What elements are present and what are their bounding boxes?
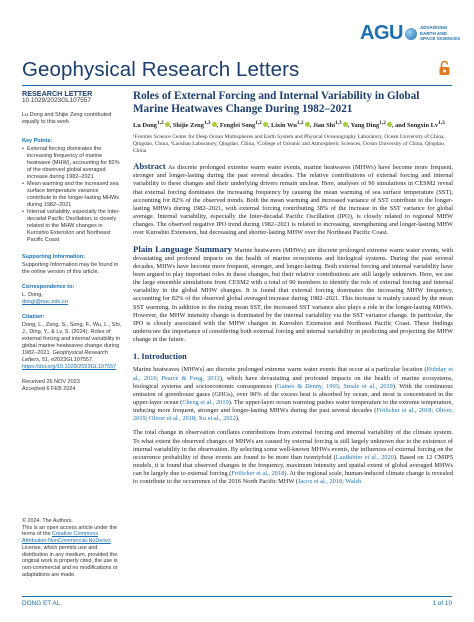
agu-tagline-line: SPACE SCIENCES [419, 36, 461, 42]
author-list [133, 119, 453, 131]
footer-authors: DONG ET AL. [22, 600, 63, 607]
correspondence-name: L. Dong, [22, 292, 43, 298]
article-type: RESEARCH LETTER [22, 89, 93, 98]
author-affil: 1,3 [438, 120, 445, 127]
pls-heading: Plain Language Summary [133, 243, 233, 254]
pls-text: Marine heatwaves (MHWs) are discrete prolonged extreme warm water events, with devastating and profound impacts on the health of marine ecosystems and biological systems. During the past several decades, MHWs have become more frequent, stronger, and longer-lasting. Both external forcing and internal variability have been argued to play important roles in these changes, but their relative contributions are still largely unknown. Here, we use the large ensemble simulations from CESM2 with a total of 90 members to identify the role of external forcing and internal variability in the global MHW changes. It is found that external forcing dominates the increasing MHW frequency, accounting for 82% of the observed global averaged increase during 1982–2021. This increase is mainly caused by the mean SST warming. In addition to the rising mean SST, the increased SST variance also plays a role in the longer-lasting MHWs. However, the MHW intensity change is dominated by the internal variability via the SST variance change. In particular, the IPO is closely associated with the MHW changes in Kuroshio Extension and Northeast Pacific Coast. These findings underscore the importance of considering both external forcing and internal variability in predicting and projecting the MHW change in the future. [133, 246, 453, 344]
text: Marine heatwaves (MHWs) are discrete prolonged extreme warm water events that occur at a particular location ( [133, 366, 427, 374]
author-affil: 1,2 [379, 120, 386, 127]
author [407, 122, 445, 129]
citation-text: Dong, L., Zeng, S., Song, F., Wu, L., Shi, J., Ding, Y., & Lv, S. (2024). Roles of external forcing and internal variability in global marine heatwaves change during 1982–2021. [22, 322, 122, 356]
citation-link[interactable]: Laufkötter et al., 2020 [335, 453, 394, 461]
citation-journal: Geophysical Research Letters, 51, [22, 350, 108, 363]
orcid-icon[interactable] [343, 122, 348, 127]
abstract-text: As discrete prolonged extreme warm water events, marine heatwaves (MHWs) have become more frequent, stronger and longer-lasting during the past several decades. The relative contributions of external forcing and internal variability to these changes and their underlying drivers remain unclear. Here, analyses of 90 simulations in CESM2 reveal that external forcing dominates the increasing frequency by causing the mean warming of sea surface temperature (SST), accounting for 82% of the observed trends. Both the mean warming and increased variance of SST contribute to the longer-lasting MHWs during 1982–2021, with external forcing contributing 38% of the increase in the SST variance for global average. Internal variability, especially the Inter-decadal Pacific Oscillation (IPO), is closely related to regional MHW changes. The observed negative IPO trend during 1982–2021 is related to increasing, strengthening and longer-lasting MHW over Kuroshio Extension, but decreasing and shorter-lasting MHW over the Northeast Pacific Coast. [133, 164, 453, 237]
abstract [133, 162, 453, 237]
license-text: This is an open access article under the terms of the [22, 524, 117, 538]
orcid-icon[interactable] [387, 122, 392, 127]
license-text: License, which permits use and distribution in any medium, provided the original work is properly cited, the use is non-commercial and no modifications or adaptations are made. [22, 544, 118, 578]
correspondence [22, 284, 122, 306]
key-points-title: Key Points: [22, 138, 53, 144]
orcid-icon[interactable] [212, 122, 217, 127]
key-point: • Internal variability, especially the Inter-decadal Pacific Oscillation, is closely related to the MHW changes in Kuroshio Extension and Northeast Pacific Coast [22, 209, 122, 244]
article-title: Roles of External Forcing and Internal Variability in Global Marine Heatwaves Change During 1982–2021 [133, 90, 420, 115]
section-heading: 1. Introduction [133, 352, 187, 362]
abstract-heading: Abstract [133, 161, 166, 172]
author: Lixin Wu$^{1,2}$ , [271, 120, 313, 130]
globe-icon [405, 28, 417, 40]
paragraph [133, 366, 453, 423]
text: ). The upper-layer ocean warming pushes water temperature to the extreme temperature, inducing more frequent, stronger and longer-lasting MHWs during the past several decades ( [133, 399, 453, 415]
author-affil: 1,3 [203, 120, 211, 127]
author-name: Lixin Wu [271, 122, 297, 130]
footer-rule [22, 596, 452, 597]
journal-title: Geophysical Research Letters [22, 58, 300, 81]
author-name: Jian Shi [312, 122, 335, 130]
citation-title: Citation: [22, 314, 45, 320]
citation-link[interactable]: Gaines & Denny, 1993; Smale et al., 2019 [276, 382, 393, 390]
supporting-text: Supporting Information may be found in the online version of this article. [22, 262, 119, 275]
equal-contribution-note: Lu Dong and Shijie Zeng contributed equally to this work. [22, 112, 112, 125]
correspondence-title: Correspondence to: [22, 284, 75, 290]
citation-doi-link[interactable]: https://doi.org/10.1029/2023GL107557 [22, 364, 117, 370]
agu-tagline-line: ADVANCING [419, 25, 448, 31]
plain-language-summary [133, 245, 453, 345]
main-column [133, 90, 453, 487]
citation-link[interactable]: Frölicher et al., 2018; Oliver, 2019; Oliver et al., 2018; Xu et al., 2022 [133, 407, 453, 423]
author-name: Shijie Zeng [172, 122, 204, 130]
accepted-date: Accepted 6 FEB 2024 [22, 386, 76, 392]
author-affil: 1,2 [255, 120, 262, 127]
key-point: • Mean warming and the increased sea surface temperature variance contribute to the longer-lasting MHWs during 1982–2021 [22, 181, 122, 209]
author: Lu Dong$^{1,2}$ , [133, 120, 173, 130]
sidebar [22, 90, 122, 401]
citation-tail: e2023GL107557. [51, 357, 94, 363]
agu-tagline [420, 25, 460, 41]
agu-tagline-line: EARTH AND [419, 30, 447, 36]
author: Shijie Zeng$^{1,3}$ , [172, 120, 220, 130]
author: Jian Shi$^{1,3}$ , [312, 120, 351, 130]
author-name: Fengfei Song [219, 122, 256, 130]
text: ). Based on 12 CMIP5 models, it is found that observed changes in the frequency, maximum intensity and spatial extent of global averaged MHWs can be largely due to external forcing ( [133, 453, 454, 478]
text: ), which have devastating and profound impacts on the health of marine ecosystems, biological systems and socioeconomic consequences ( [133, 374, 453, 390]
page-number: 1 of 10 [432, 600, 452, 607]
key-point: • External forcing dominates the increasing frequency of marine heatwave (MHW), accounting for 82% of the observed global averaged increase during 1982–2021 [22, 146, 122, 181]
author-affil: 1,2 [296, 120, 304, 127]
citation-link[interactable]: Frölicher et al., 2018 [231, 470, 285, 478]
author: Fengfei Song$^{1,2}$ , [219, 120, 272, 130]
key-points-list [22, 146, 122, 244]
citation-link[interactable]: Hobday et al., 2016; Pearce & Feng, 2013 [133, 366, 453, 382]
orcid-icon[interactable] [165, 122, 170, 127]
author: Yang Ding$^{1,2}$ , and [350, 120, 407, 130]
correspondence-email-link[interactable]: dongl@ouc.edu.cn [22, 299, 68, 305]
author-affil: 1,3 [334, 120, 342, 127]
copyright: © 2024. The Authors. [22, 518, 73, 524]
text: The total change in observation conflates contributions from external forcing and internal variability of the climate system. To what extent the observed changes of MHWs are caused by external forcing is still largely unknown due to the existence of internal variability in the observation. By selecting some well-known MHWs events, the influences of external forcing on the occurrence probability of these events are found to be more than twentyfold ( [133, 429, 453, 461]
supporting-information [22, 254, 122, 276]
agu-logo-text: AGU [360, 22, 403, 44]
doi: 10.1029/2023GL107557 [22, 97, 91, 104]
author-name: Songxin Lv [406, 122, 439, 130]
text: ). With the continuous emission of greenhouse gases (GHGs), over 90% of the excess heat is absorbed by ocean, and most is concentrated in the upper-layer ocean ( [133, 382, 454, 407]
license [22, 518, 122, 578]
paragraph [133, 429, 453, 486]
orcid-icon[interactable] [263, 122, 268, 127]
supporting-title: Supporting Information: [22, 254, 85, 260]
received-date: Received 26 NOV 2023 [22, 379, 80, 385]
citation-link[interactable]: Jacox et al., 2018; Walsh [297, 478, 362, 486]
author-name: Yang Ding [350, 122, 380, 130]
citation [22, 314, 122, 371]
open-access-lock-icon [438, 60, 451, 76]
agu-logo [360, 22, 460, 45]
author-affil: 1,2 [156, 120, 164, 127]
orcid-icon[interactable] [305, 122, 310, 127]
text: ). [235, 415, 240, 423]
header-rule [22, 85, 452, 86]
dates [22, 379, 122, 393]
text: ). At the regional scale, human-induced climate change is revealed to contribute to the occurrence of the 2016 North Pacific MHW ( [133, 470, 454, 486]
affiliations: ¹Frontier Science Center for Deep Ocean Multispheres and Earth System and Physical Oceanography Laboratory, Ocean University of China, Qingdao, China, ²Laoshan Laboratory, Qingdao, China, ³College of Oceanic and Atmospheric Sciences, Ocean University of China, Qingdao, China [133, 134, 446, 155]
citation-link[interactable]: Cheng et al., 2019 [182, 399, 229, 407]
license-link[interactable]: Creative Commons Attribution-NonCommercial-NoDerivs [22, 531, 111, 545]
author-name: Lu Dong [133, 122, 157, 130]
